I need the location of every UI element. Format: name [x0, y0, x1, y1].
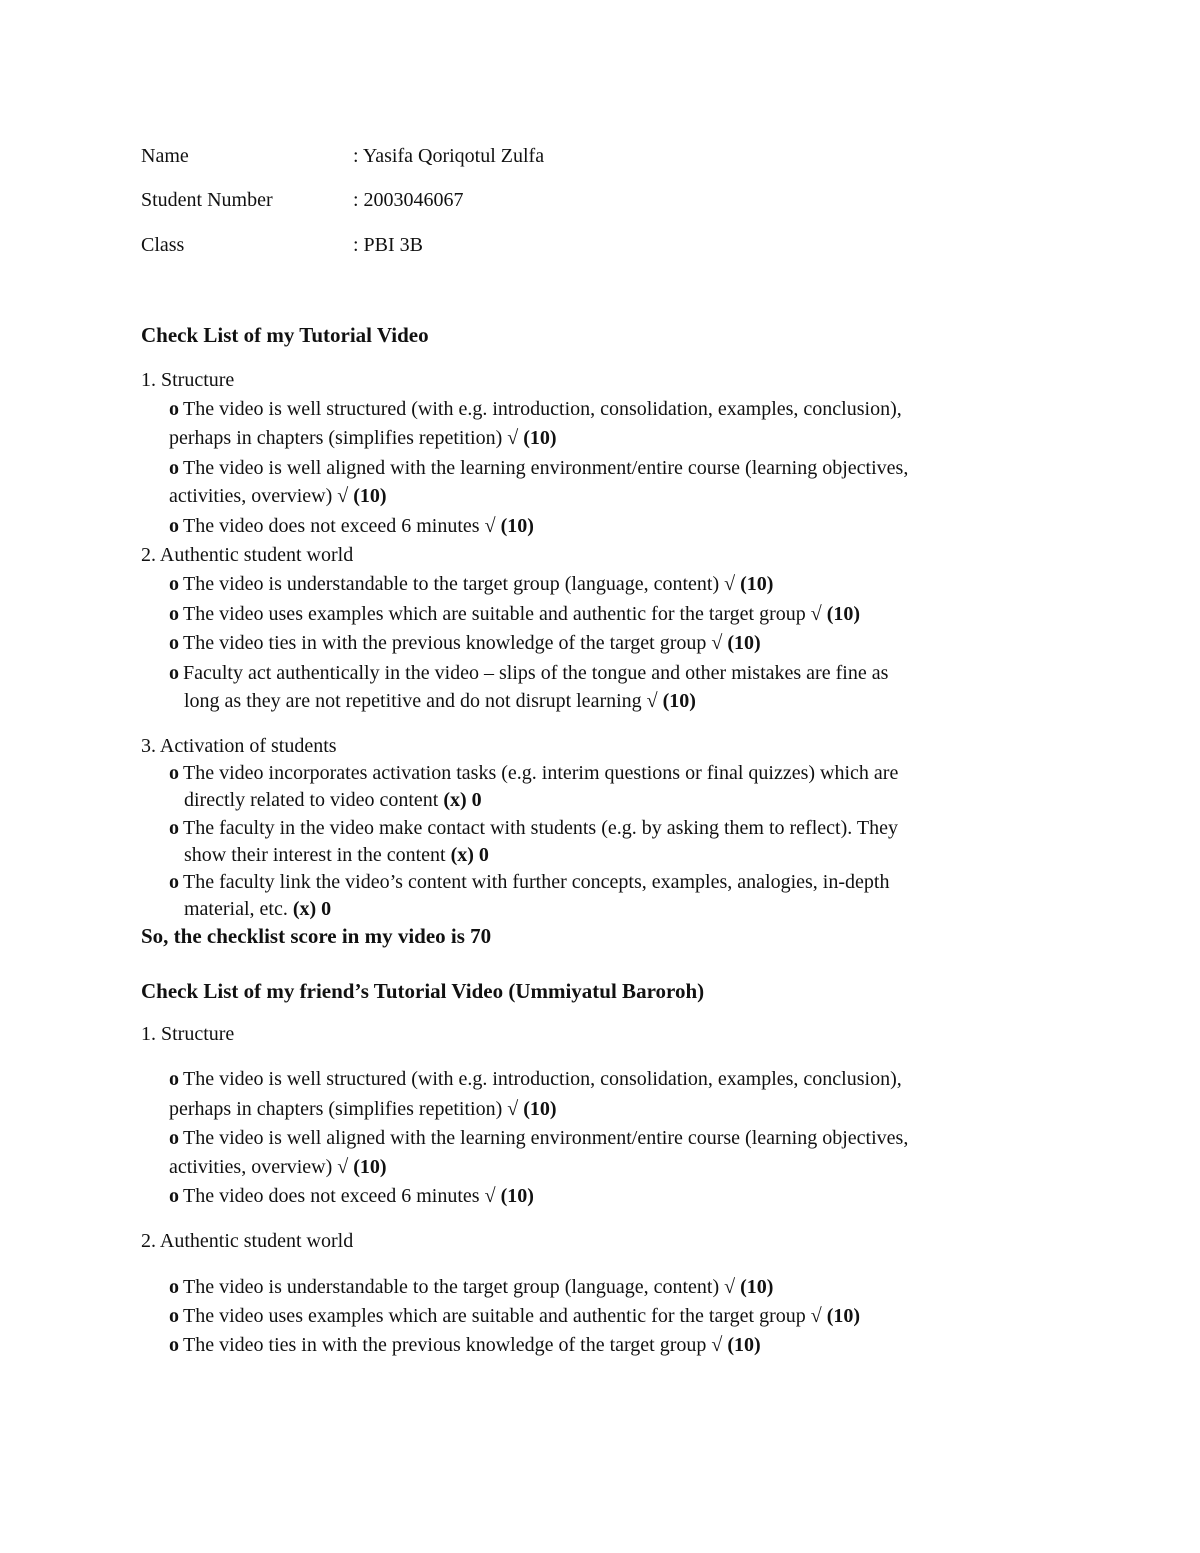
s1-item-structure: 1. Structure — [141, 369, 235, 391]
s1-item-authentic: 2. Authentic student world — [141, 544, 354, 566]
bullet-icon: o — [169, 632, 179, 654]
list-item: o The video is well aligned with the learning environment/entire course (learning objectives, — [169, 457, 909, 479]
class-value: : PBI 3B — [353, 234, 424, 256]
s1-item-activation: 3. Activation of students — [141, 735, 337, 757]
bullet-icon: o — [169, 603, 179, 625]
summary-score: So, the checklist score in my video is 70 — [141, 924, 492, 948]
list-item: o The video is understandable to the target group (language, content) √ (10) — [169, 1276, 774, 1298]
list-item: o The video ties in with the previous knowledge of the target group √ (10) — [169, 632, 761, 654]
bullet-icon: o — [169, 457, 179, 479]
list-item: o Faculty act authentically in the video – slips of the tongue and other mistakes are fine as — [169, 662, 889, 684]
list-item: o The video uses examples which are suitable and authentic for the target group √ (10) — [169, 603, 861, 625]
list-item: o The video is well structured (with e.g. introduction, consolidation, examples, conclusion), — [169, 1068, 902, 1090]
bullet-icon: o — [169, 573, 179, 595]
student-number-label: Student Number — [141, 189, 273, 211]
bullet-icon: o — [169, 1276, 179, 1298]
bullet-icon: o — [169, 1127, 179, 1149]
s2-item-authentic: 2. Authentic student world — [141, 1230, 354, 1252]
bullet-icon: o — [169, 1334, 179, 1356]
list-item: o The video uses examples which are suitable and authentic for the target group √ (10) — [169, 1305, 861, 1327]
list-item-cont: activities, overview) √ (10) — [169, 485, 387, 507]
name-label: Name — [141, 145, 189, 167]
list-item-cont: activities, overview) √ (10) — [169, 1156, 387, 1178]
list-item: o The faculty link the video’s content with further concepts, examples, analogies, in-depth — [169, 871, 890, 893]
bullet-icon: o — [169, 515, 179, 537]
list-item: o The video is well aligned with the learning environment/entire course (learning objectives, — [169, 1127, 909, 1149]
bullet-icon: o — [169, 871, 179, 893]
list-item: o The video does not exceed 6 minutes √ (10) — [169, 515, 534, 537]
bullet-icon: o — [169, 817, 179, 839]
list-item-cont: perhaps in chapters (simplifies repetition) √ (10) — [169, 1098, 557, 1120]
bullet-icon: o — [169, 1185, 179, 1207]
bullet-icon: o — [169, 398, 179, 420]
list-item: o The video ties in with the previous knowledge of the target group √ (10) — [169, 1334, 761, 1356]
list-item: o The video is understandable to the target group (language, content) √ (10) — [169, 573, 774, 595]
bullet-icon: o — [169, 762, 179, 784]
section-title-my-video: Check List of my Tutorial Video — [141, 323, 429, 347]
list-item: o The video does not exceed 6 minutes √ (10) — [169, 1185, 534, 1207]
bullet-icon: o — [169, 662, 179, 684]
student-number-value: : 2003046067 — [353, 189, 464, 211]
list-item-cont: long as they are not repetitive and do not disrupt learning √ (10) — [184, 690, 696, 712]
list-item-cont: directly related to video content (x) 0 — [184, 789, 482, 811]
list-item-cont: material, etc. (x) 0 — [184, 898, 332, 920]
bullet-icon: o — [169, 1068, 179, 1090]
s2-item-structure: 1. Structure — [141, 1023, 235, 1045]
list-item-cont: show their interest in the content (x) 0 — [184, 844, 489, 866]
list-item: o The faculty in the video make contact with students (e.g. by asking them to reflect). They — [169, 817, 898, 839]
section-title-friend-video: Check List of my friend’s Tutorial Video (Ummiyatul Baroroh) — [141, 979, 705, 1003]
bullet-icon: o — [169, 1305, 179, 1327]
list-item: o The video incorporates activation tasks (e.g. interim questions or final quizzes) which are — [169, 762, 899, 784]
list-item: o The video is well structured (with e.g. introduction, consolidation, examples, conclusion), — [169, 398, 902, 420]
list-item-cont: perhaps in chapters (simplifies repetition) √ (10) — [169, 427, 557, 449]
class-label: Class — [141, 234, 185, 256]
name-value: : Yasifa Qoriqotul Zulfa — [353, 145, 545, 167]
